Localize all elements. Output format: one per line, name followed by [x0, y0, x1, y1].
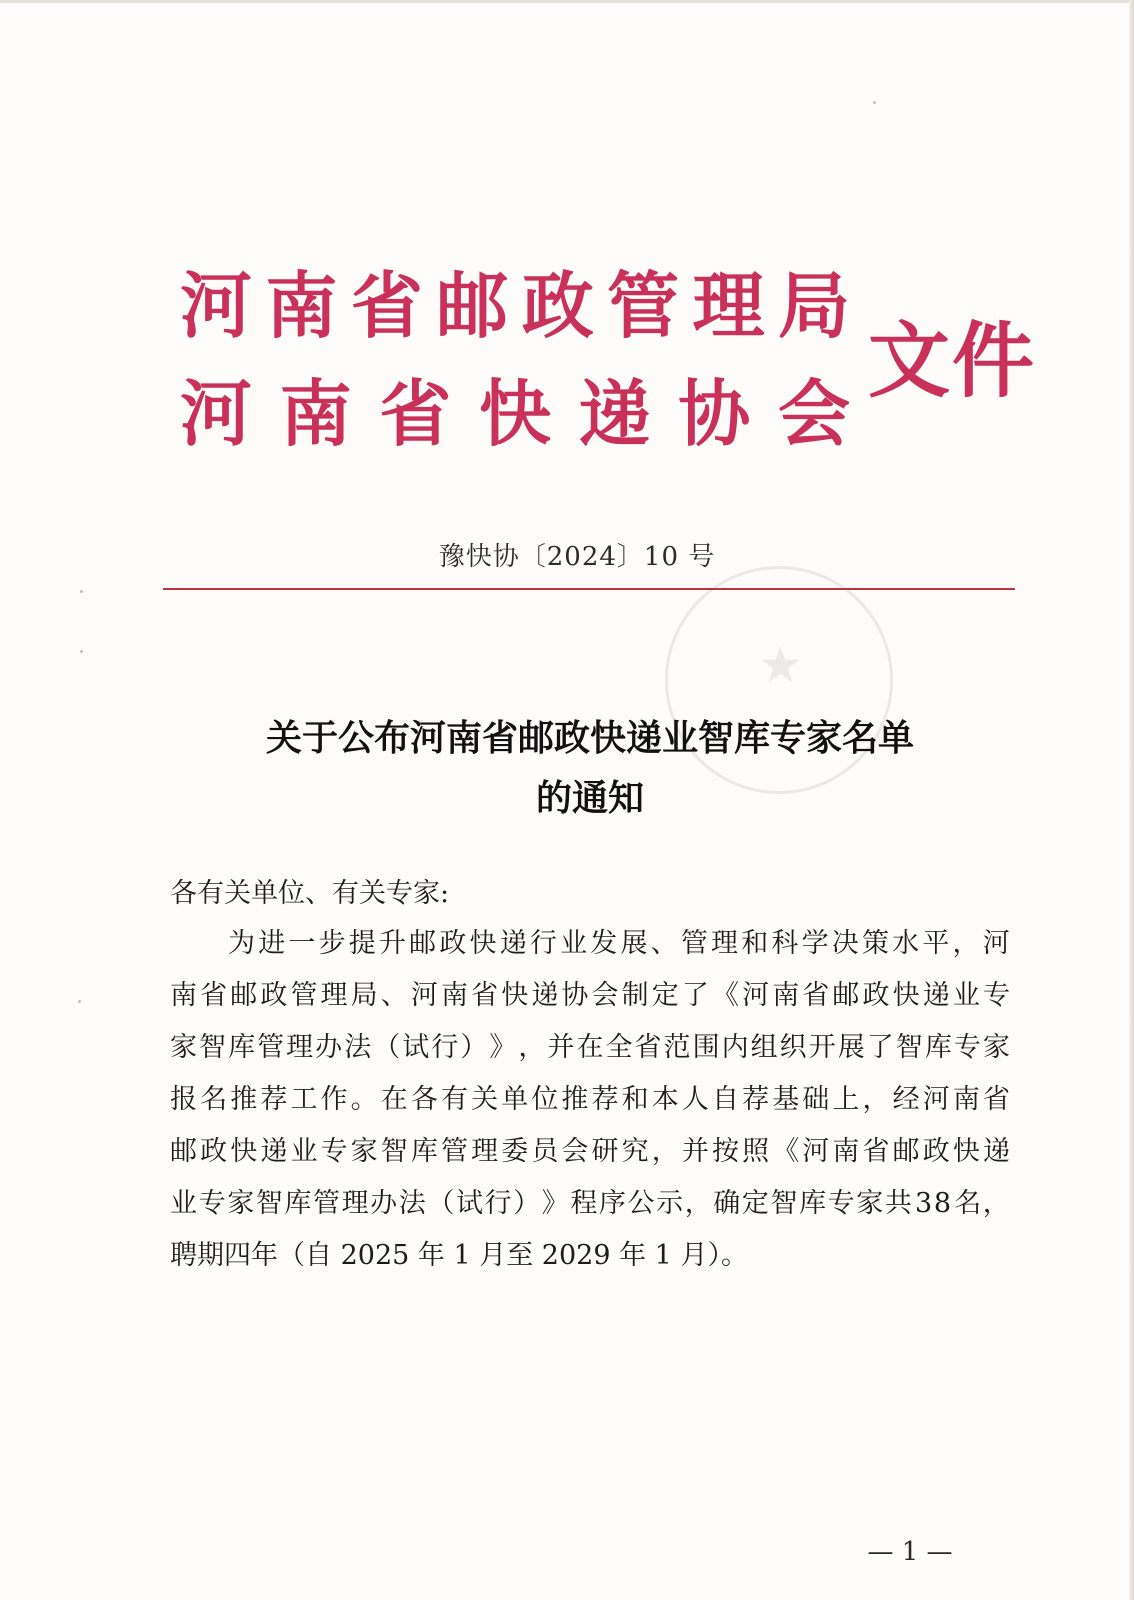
- letterhead-char: 省: [379, 371, 452, 456]
- body-line: 南 省 邮 政 管 理 局 、 河 南 省 快 递 协 会 制 定 了 《 河 南 省 邮 政 快 递 业 专: [170, 980, 1010, 1011]
- letterhead-char: 河: [180, 263, 253, 348]
- body-line: 为 进 一 步 提 升 邮 政 快 递 行 业 发 展 、 管 理 和 科 学 决 策 水 平 ， 河: [228, 928, 1010, 959]
- letterhead: [0, 0, 1134, 470]
- letterhead-line-2: [180, 371, 850, 456]
- document-title: [170, 708, 1010, 828]
- scan-speck: [78, 1000, 81, 1003]
- body-line: 聘期四年（自 2025 年 1 月至 2029 年 1 月）。: [170, 1240, 748, 1271]
- letterhead-char: 局: [777, 263, 850, 348]
- letterhead-char: 递: [578, 371, 651, 456]
- body-line: 家 智 库 管 理 办 法 （ 试 行 ） 》 ， 并 在 全 省 范 围 内 组 织 开 展 了 智 库 专 家: [170, 1032, 1010, 1063]
- letterhead-line-1: [180, 263, 850, 348]
- scan-speck: [80, 590, 83, 593]
- letterhead-char: 协: [678, 371, 751, 456]
- letterhead-char: 管: [607, 263, 680, 348]
- letterhead-char: 省: [350, 263, 423, 348]
- body-line: 业 专 家 智 库 管 理 办 法 （ 试 行 ） 》 程 序 公 示 ， 确 定 智 库 专 家 共 3 8 名 ，: [170, 1188, 1010, 1219]
- letterhead-char: 理: [692, 263, 765, 348]
- body-line: 邮 政 快 递 业 专 家 智 库 管 理 委 员 会 研 究 ， 并 按 照 《 河 南 省 邮 政 快 递: [170, 1136, 1010, 1167]
- letterhead-char: 政: [521, 263, 594, 348]
- salutation: 各有关单位、有关专家:: [170, 878, 450, 909]
- page-number: — 1 —: [867, 1537, 953, 1567]
- letterhead-suffix: 文件: [868, 313, 1037, 409]
- letterhead-char: 会: [777, 371, 850, 456]
- red-divider-rule: [163, 588, 1015, 590]
- letterhead-char: 邮: [436, 263, 509, 348]
- letterhead-char: 快: [478, 371, 551, 456]
- body-line: 报 名 推 荐 工 作 。 在 各 有 关 单 位 推 荐 和 本 人 自 荐 基 础 上 ， 经 河 南 省: [170, 1084, 1010, 1115]
- scan-speck: [80, 650, 83, 653]
- document-title-line-1: 关于公布河南省邮政快递业智库专家名单: [265, 717, 914, 759]
- letterhead-char: 河: [180, 371, 253, 456]
- letterhead-char: 南: [265, 263, 338, 348]
- document-title-line-2: 的通知: [535, 777, 644, 819]
- document-number: 豫快协〔2024〕10 号: [438, 542, 716, 572]
- faded-seal-star-icon: ★: [758, 636, 803, 694]
- body-paragraph: [170, 926, 1010, 1290]
- letterhead-char: 南: [279, 371, 352, 456]
